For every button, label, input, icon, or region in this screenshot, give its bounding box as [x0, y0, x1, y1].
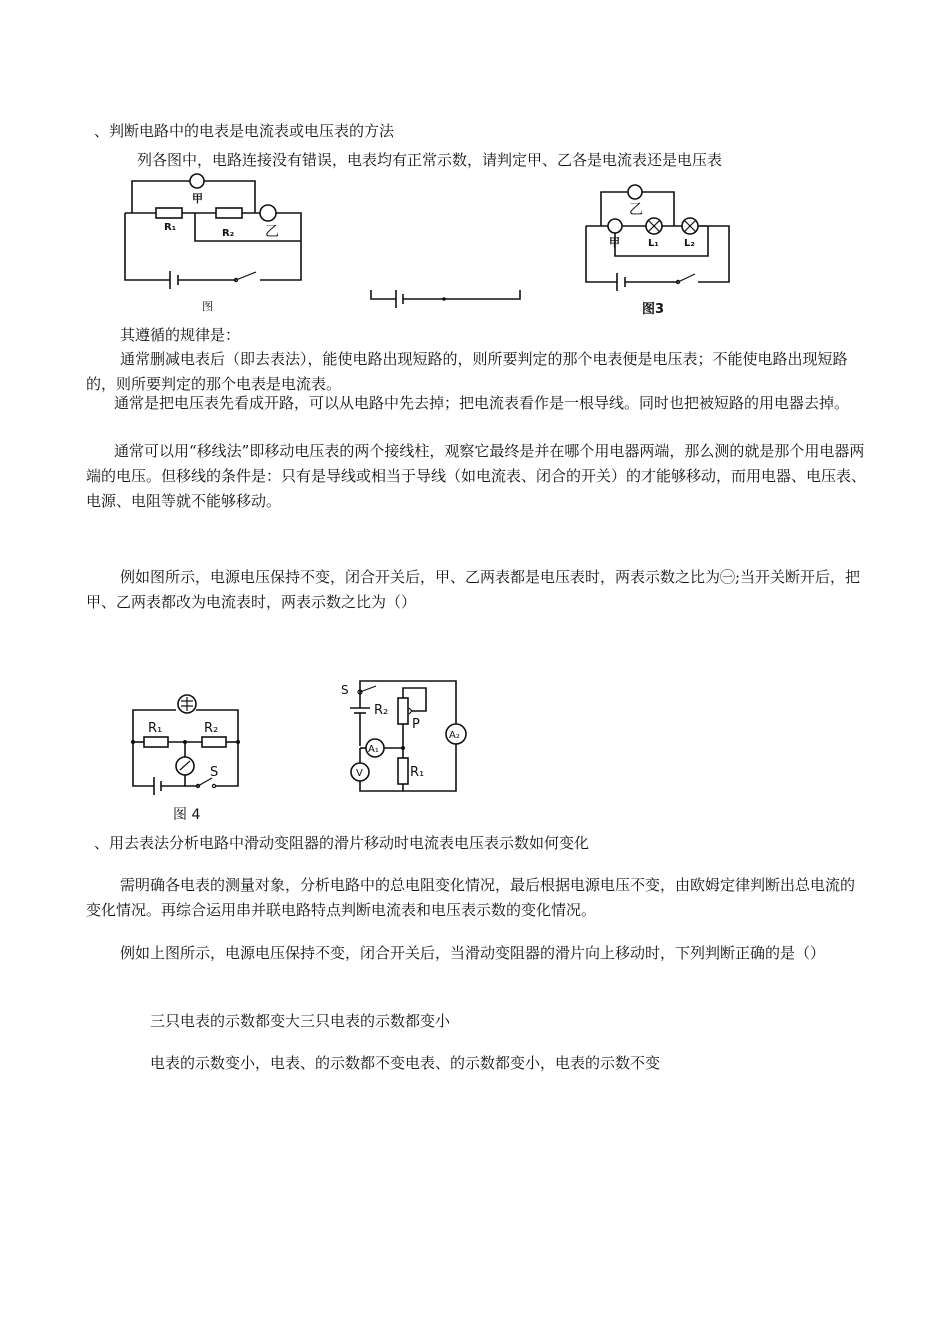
rule-paragraph-3: 通常可以用“移线法”即移动电压表的两个接线柱，观察它最终是并在哪个用电器两端，那么测的就是那个用电器两端的电压。但移线的条件是：只有是导线或相当于导线（如电流表、闭合的开关）的才能够移动，而用电器、电压表、电源、电阻等就不能够移动。	[86, 442, 867, 510]
r1-label-4: R₁	[148, 721, 163, 736]
circuit-fragment-middle	[368, 286, 528, 306]
method-paragraph: 需明确各电表的测量对象，分析电路中的总电阻变化情况，最后根据电源电压不变，由欧姆定律判断出总电流的变化情况。再综合运用串并联电路特点判断电流表和电压表示数的变化情况。	[86, 876, 856, 919]
example-paragraph-1: 例如图所示，电源电压保持不变，闭合开关后，甲、乙两表都是电压表时，两表示数之比为㊀;当开关断开后，把甲、乙两表都改为电流表时，两表示数之比为（）	[86, 568, 861, 611]
switch-label-4: S	[210, 765, 219, 780]
r2-label-4: R₂	[204, 721, 219, 736]
ammeter-a1-label: A₁	[368, 744, 379, 755]
option-cd: 电表的示数变小，电表、的示数都不变电表、的示数都变小，电表的示数不变	[150, 1054, 661, 1072]
l2-label: L₂	[684, 238, 695, 249]
section-heading-1: 、判断电路中的电表是电流表或电压表的方法	[94, 122, 395, 140]
r1-label-5: R₁	[410, 765, 425, 780]
section-heading-2: 、用去表法分析电路中滑动变阻器的滑片移动时电流表电压表示数如何变化	[94, 834, 590, 852]
r2-label: R₂	[222, 228, 235, 239]
circuit-figure-3	[580, 178, 755, 318]
slider-label-p: P	[412, 717, 420, 732]
option-ab: 三只电表的示数都变大三只电表的示数都变小	[150, 1012, 451, 1030]
rule-title: 其遵循的规律是：	[120, 326, 241, 344]
circuit-figure-4	[130, 690, 260, 825]
figure-caption-3: 图3	[642, 302, 665, 317]
meter-yi-label: 乙	[265, 224, 279, 240]
switch-label-5: S	[341, 683, 349, 697]
meter-jia-label: 甲	[192, 192, 203, 205]
meter-jia-label-3: 甲	[609, 236, 620, 249]
intro-text: 列各图中，电路连接没有错误，电表均有正常示数，请判定甲、乙各是电流表还是电压表	[137, 151, 723, 169]
meter-yi-label-3: 乙	[629, 202, 643, 218]
ammeter-a2-label: A₂	[449, 730, 460, 741]
rule-paragraph-2: 通常是把电压表先看成开路，可以从电路中先去掉；把电流表看作是一根导线。同时也把被短路的用电器去掉。	[114, 394, 850, 412]
figure-caption-4: 图 4	[173, 807, 201, 823]
circuit-figure-5	[338, 676, 463, 796]
r1-label: R₁	[164, 222, 177, 233]
example-paragraph-2: 例如上图所示，电源电压保持不变，闭合开关后，当滑动变阻器的滑片向上移动时，下列判断正确的是（）	[120, 944, 826, 962]
l1-label: L₁	[648, 238, 659, 249]
rule-paragraph-1: 通常删减电表后（即去表法），能使电路出现短路的，则所要判定的那个电表便是电压表；不能使电路出现短路的，则所要判定的那个电表是电流表。	[86, 350, 848, 393]
voltmeter-label: V	[356, 768, 363, 779]
r2-label-5: R₂	[374, 703, 389, 718]
circuit-figure-left	[118, 168, 318, 313]
figure-caption-left: 图	[202, 300, 213, 313]
